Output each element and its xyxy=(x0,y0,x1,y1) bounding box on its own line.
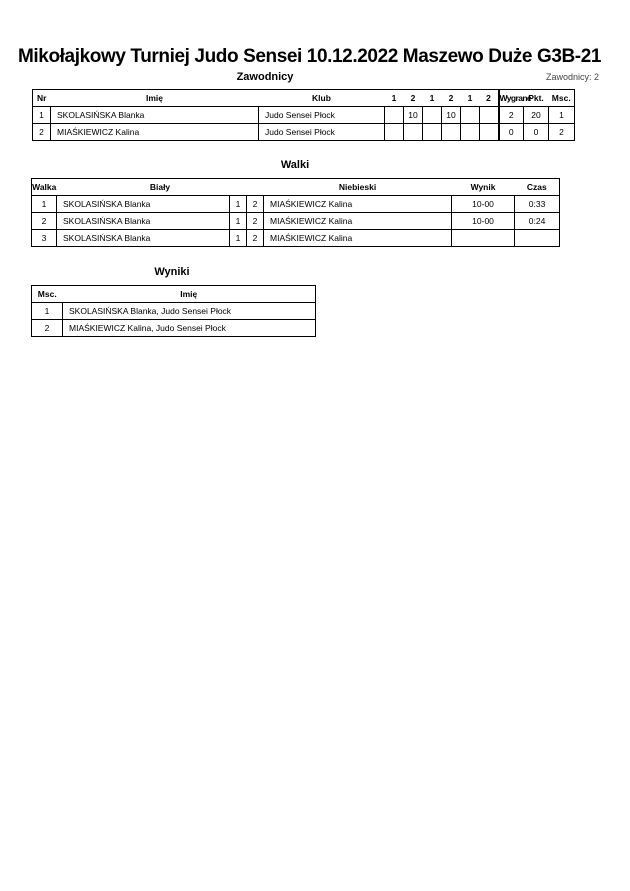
fights-header-row xyxy=(32,179,560,196)
competitor-name: MIAŚKIEWICZ Kalina xyxy=(51,124,259,141)
table-row xyxy=(32,320,316,337)
competitor-place: 1 xyxy=(549,107,575,124)
result-competitor: MIAŚKIEWICZ Kalina, Judo Sensei Płock xyxy=(63,320,316,337)
table-row xyxy=(32,230,560,247)
blue-competitor: MIAŚKIEWICZ Kalina xyxy=(264,196,452,213)
fight-result xyxy=(452,230,515,247)
competitor-nr: 2 xyxy=(33,124,51,141)
col-round: 2 xyxy=(442,90,461,107)
fight-result: 10-00 xyxy=(452,213,515,230)
round-score xyxy=(423,107,442,124)
competitor-wins: 0 xyxy=(499,124,524,141)
col-name: Imię xyxy=(63,286,316,303)
round-score: 10 xyxy=(404,107,423,124)
fight-result: 10-00 xyxy=(452,196,515,213)
white-competitor: SKOLASIŃSKA Blanka xyxy=(57,196,230,213)
competitor-club: Judo Sensei Płock xyxy=(259,107,385,124)
table-row xyxy=(32,213,560,230)
round-score xyxy=(423,124,442,141)
col-white: Biały xyxy=(57,179,264,196)
blue-nr: 2 xyxy=(247,213,264,230)
white-competitor: SKOLASIŃSKA Blanka xyxy=(57,213,230,230)
competitor-wins: 2 xyxy=(499,107,524,124)
col-place: Msc. xyxy=(549,90,575,107)
competitors-count: Zawodnicy: 2 xyxy=(545,72,599,82)
col-round: 2 xyxy=(480,90,499,107)
table-row xyxy=(33,124,575,141)
competitor-place: 2 xyxy=(549,124,575,141)
col-nr: Nr xyxy=(33,90,51,107)
fights-table xyxy=(31,178,560,247)
competitor-points: 20 xyxy=(524,107,549,124)
white-competitor: SKOLASIŃSKA Blanka xyxy=(57,230,230,247)
round-score xyxy=(480,124,499,141)
table-row xyxy=(32,196,560,213)
result-place: 1 xyxy=(32,303,63,320)
col-name: Imię xyxy=(51,90,259,107)
round-score xyxy=(442,124,461,141)
results-section-title: Wyniki xyxy=(154,266,190,278)
col-club: Klub xyxy=(259,90,385,107)
round-score xyxy=(461,124,480,141)
fight-time: 0:33 xyxy=(515,196,560,213)
round-score xyxy=(385,124,404,141)
fight-number: 2 xyxy=(32,213,57,230)
competitor-points: 0 xyxy=(524,124,549,141)
col-result: Wynik xyxy=(452,179,515,196)
results-table xyxy=(31,285,316,337)
competitors-header-row xyxy=(33,90,575,107)
blue-competitor: MIAŚKIEWICZ Kalina xyxy=(264,230,452,247)
col-place: Msc. xyxy=(32,286,63,303)
white-nr: 1 xyxy=(230,230,247,247)
blue-nr: 2 xyxy=(247,196,264,213)
result-place: 2 xyxy=(32,320,63,337)
round-score xyxy=(385,107,404,124)
col-round: 1 xyxy=(423,90,442,107)
competitor-name: SKOLASIŃSKA Blanka xyxy=(51,107,259,124)
col-time: Czas xyxy=(515,179,560,196)
result-competitor: SKOLASIŃSKA Blanka, Judo Sensei Płock xyxy=(63,303,316,320)
fight-time xyxy=(515,230,560,247)
col-round: 2 xyxy=(404,90,423,107)
competitors-section-title: Zawodnicy xyxy=(236,71,294,83)
table-row xyxy=(32,303,316,320)
fights-section-title: Walki xyxy=(280,159,310,171)
col-round: 1 xyxy=(461,90,480,107)
col-wins: Wygrane xyxy=(499,90,524,107)
round-score: 10 xyxy=(442,107,461,124)
fight-time: 0:24 xyxy=(515,213,560,230)
col-fight: Walka xyxy=(32,179,57,196)
fight-number: 3 xyxy=(32,230,57,247)
competitors-table xyxy=(32,89,575,141)
round-score xyxy=(404,124,423,141)
white-nr: 1 xyxy=(230,213,247,230)
competitor-club: Judo Sensei Płock xyxy=(259,124,385,141)
col-blue: Niebieski xyxy=(264,179,452,196)
blue-nr: 2 xyxy=(247,230,264,247)
results-header-row xyxy=(32,286,316,303)
col-round: 1 xyxy=(385,90,404,107)
table-row xyxy=(33,107,575,124)
blue-competitor: MIAŚKIEWICZ Kalina xyxy=(264,213,452,230)
round-score xyxy=(480,107,499,124)
competitor-nr: 1 xyxy=(33,107,51,124)
white-nr: 1 xyxy=(230,196,247,213)
page-title: Mikołajkowy Turniej Judo Sensei 10.12.2022 Maszewo Duże G3B-21 xyxy=(18,46,602,67)
fight-number: 1 xyxy=(32,196,57,213)
col-points: Pkt. xyxy=(524,90,549,107)
round-score xyxy=(461,107,480,124)
